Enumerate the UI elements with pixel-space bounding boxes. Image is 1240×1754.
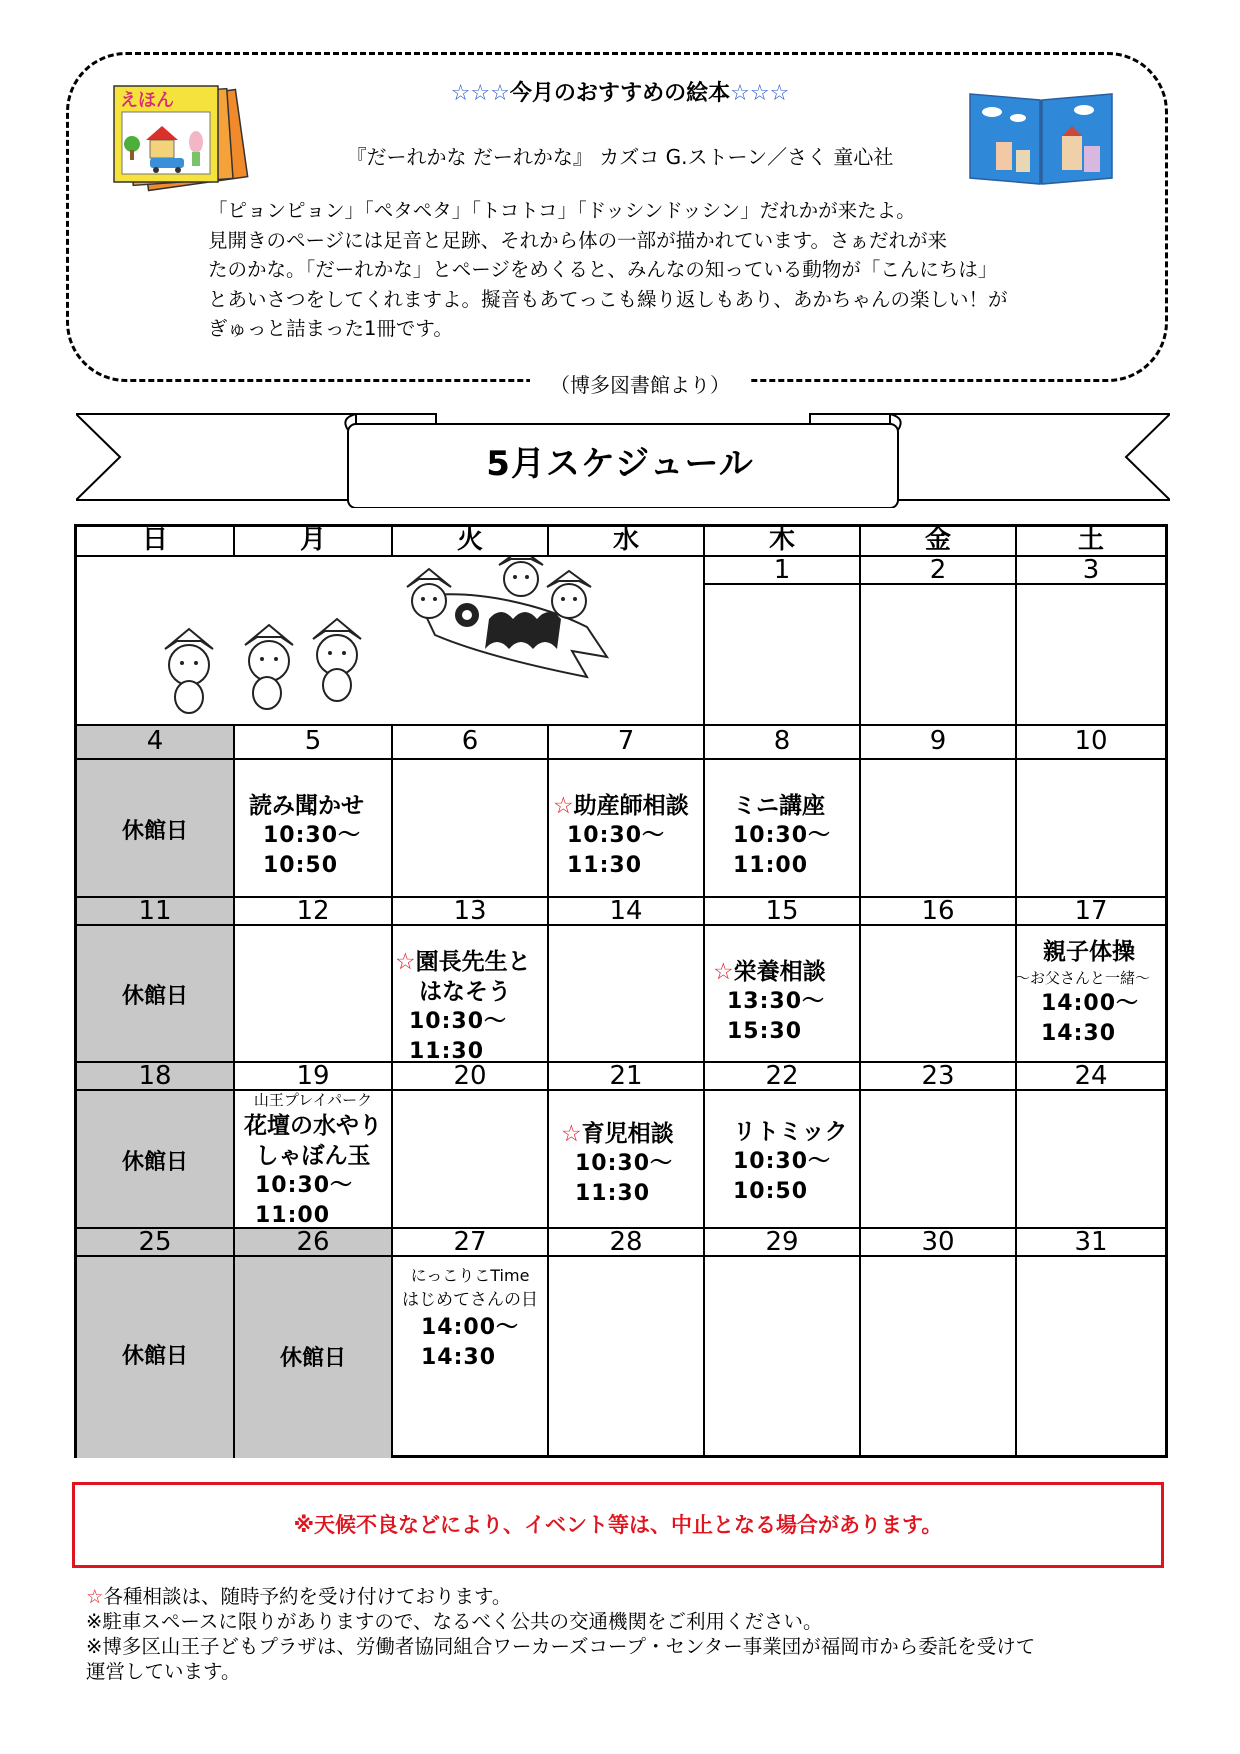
date-number: 2	[929, 555, 947, 585]
event-title-line2: しゃぼん玉	[255, 1143, 371, 1169]
description-line: 見開きのページには足音と足跡、それから体の一部が描かれています。さぁだれが来	[208, 228, 948, 252]
footnote-operator: ※博多区山王子どもプラザは、労働者協同組合ワーカーズコープ・センター事業団が福岡市から委託を受けて	[86, 1635, 1036, 1658]
event-time-end: 11:30	[575, 1181, 651, 1206]
open-book-icon	[966, 86, 1116, 188]
event-time-start: 14:00〜	[1041, 991, 1140, 1016]
star-icon: ☆	[713, 959, 734, 985]
closed-label: 休館日	[279, 1346, 346, 1371]
description-line: たのかな。「だーれかな」とページをめくると、みんなの知っている動物が「こんにちは」	[208, 258, 998, 281]
date-number: 21	[609, 1061, 643, 1091]
weekday-wed: 水	[612, 525, 639, 555]
recommendation-heading: 今月のおすすめの絵本	[509, 81, 731, 106]
date-number: 1	[773, 555, 791, 585]
event-time-start: 10:30〜	[255, 1173, 354, 1198]
picture-book-title: えほん	[120, 90, 174, 111]
event-rhythmic	[733, 1117, 848, 1207]
event-title: リトミック	[733, 1119, 848, 1145]
event-time-start: 10:30〜	[567, 823, 666, 848]
event-time-start: 10:30〜	[733, 1149, 832, 1174]
event-line2: はじめてさんの日	[402, 1290, 538, 1310]
event-title: 栄養相談	[733, 959, 826, 985]
date-number: 6	[461, 726, 479, 756]
date-number: 24	[1074, 1061, 1108, 1091]
book-description	[208, 196, 1068, 344]
description-line: とあいさつをしてくれますよ。擬音もあてっこも繰り返しもあり、あかちゃんの楽しい！が	[208, 287, 1008, 311]
date-number: 11	[138, 896, 172, 926]
calendar	[74, 524, 1168, 1458]
date-number: 4	[146, 726, 164, 756]
date-number: 12	[296, 896, 330, 926]
date-number: 15	[765, 896, 799, 926]
closed-label: 休館日	[121, 819, 188, 844]
date-number: 8	[773, 726, 791, 756]
footnote-consult: 各種相談は、随時予約を受け付けております。	[103, 1585, 512, 1608]
date-number: 19	[296, 1061, 330, 1091]
date-number: 17	[1074, 896, 1108, 926]
star-icon: ☆	[561, 1121, 582, 1147]
event-time-start: 10:30〜	[263, 823, 362, 848]
event-midwife-consult	[553, 791, 689, 881]
event-title: 園長先生と	[415, 949, 531, 975]
date-number: 16	[921, 896, 955, 926]
event-time-start: 14:00〜	[421, 1315, 520, 1340]
star-icon: ☆☆☆	[450, 81, 510, 106]
grid-line	[703, 724, 705, 1458]
date-number: 23	[921, 1061, 955, 1091]
event-time-end: 10:50	[263, 853, 339, 878]
date-number: 29	[765, 1227, 799, 1257]
book-info: 『だーれかな だーれかな』 カズコ G.ストーン／さく 童心社	[346, 145, 894, 169]
event-time-end: 11:30	[567, 853, 643, 878]
footnote-parking: ※駐車スペースに限りがありますので、なるべく公共の交通機関をご利用ください。	[86, 1610, 823, 1633]
date-number: 3	[1082, 555, 1100, 585]
event-time-end: 14:30	[1041, 1021, 1117, 1046]
event-title: 花壇の水やり	[244, 1113, 382, 1139]
event-time-start: 10:30〜	[733, 823, 832, 848]
event-title: ミニ講座	[733, 793, 825, 819]
date-number: 28	[609, 1227, 643, 1257]
event-line1: にっこりこTime	[410, 1266, 530, 1285]
event-flower-bubbles	[237, 1089, 389, 1231]
star-icon: ☆☆☆	[730, 81, 790, 106]
date-number: 5	[304, 726, 322, 756]
event-time-end: 10:50	[733, 1179, 809, 1204]
event-nutrition-consult	[713, 957, 826, 1047]
event-place: 山王プレイパーク	[253, 1091, 373, 1109]
date-number: 30	[921, 1227, 955, 1257]
event-first-timers-day	[393, 1265, 547, 1373]
event-subtitle: ～お父さんと一緒～	[1015, 969, 1151, 987]
grid-line	[77, 758, 1165, 760]
grid-line	[1015, 724, 1017, 1458]
event-title: 読み聞かせ	[249, 793, 364, 819]
closed-label: 休館日	[121, 1344, 188, 1369]
schedule-title: 5月スケジュール	[486, 444, 754, 484]
event-reading	[249, 791, 364, 881]
date-number: 27	[453, 1227, 487, 1257]
weekday-tue: 火	[456, 525, 483, 555]
weekday-sun: 日	[141, 525, 168, 555]
description-line: ぎゅっと詰まった1冊です。	[208, 317, 453, 340]
closed-label: 休館日	[121, 1150, 188, 1175]
weekday-thu: 木	[768, 525, 795, 555]
date-number: 22	[765, 1061, 799, 1091]
star-icon: ☆	[86, 1585, 104, 1608]
date-number: 26	[296, 1227, 330, 1257]
event-title: 助産師相談	[573, 793, 689, 819]
event-time-end: 11:00	[733, 853, 809, 878]
event-time-end: 11:00	[255, 1203, 331, 1228]
footnote-operator-cont: 運営しています。	[86, 1660, 241, 1683]
footnotes	[86, 1584, 1166, 1684]
date-number: 14	[609, 896, 643, 926]
event-time-start: 10:30〜	[409, 1009, 508, 1034]
weekday-sat: 土	[1077, 525, 1104, 555]
event-title: 育児相談	[581, 1121, 674, 1147]
event-time-start: 13:30〜	[727, 989, 826, 1014]
star-icon: ☆	[553, 793, 574, 819]
event-childcare-consult	[553, 1119, 674, 1209]
star-icon: ☆	[395, 949, 416, 975]
closed-label: 休館日	[121, 984, 188, 1009]
event-time-end: 15:30	[727, 1019, 803, 1044]
event-time-end: 14:30	[421, 1345, 497, 1370]
cancellation-notice: ※天候不良などにより、イベント等は、中止となる場合があります。	[72, 1482, 1164, 1568]
grid-line	[859, 724, 861, 1458]
recommendation-source: （博多図書館より）	[530, 372, 750, 398]
childrens-day-illustration	[117, 557, 697, 723]
date-number: 20	[453, 1061, 487, 1091]
date-number: 10	[1074, 726, 1108, 756]
date-number: 13	[453, 896, 487, 926]
event-title-line2: はなそう	[419, 979, 511, 1005]
date-number: 25	[138, 1227, 172, 1257]
weekday-mon: 月	[299, 525, 326, 555]
date-number: 18	[138, 1061, 172, 1091]
weekday-fri: 金	[924, 525, 951, 555]
date-number: 7	[617, 726, 635, 756]
event-title: 親子体操	[1043, 939, 1135, 965]
picture-book-icon	[108, 82, 258, 194]
description-line: 「ピョンピョン」「ペタペタ」「トコトコ」「ドッシンドッシン」だれかが来たよ。	[208, 199, 916, 222]
recommendation-title	[300, 78, 940, 110]
event-mini-lecture	[733, 791, 831, 881]
date-number: 9	[929, 726, 947, 756]
event-parent-child-exercise	[1015, 937, 1163, 1049]
event-principal-talk	[395, 947, 531, 1067]
event-time-end: 11:30	[409, 1039, 485, 1064]
event-time-start: 10:30〜	[575, 1151, 674, 1176]
grid-line	[547, 724, 549, 1458]
date-number: 31	[1074, 1227, 1108, 1257]
